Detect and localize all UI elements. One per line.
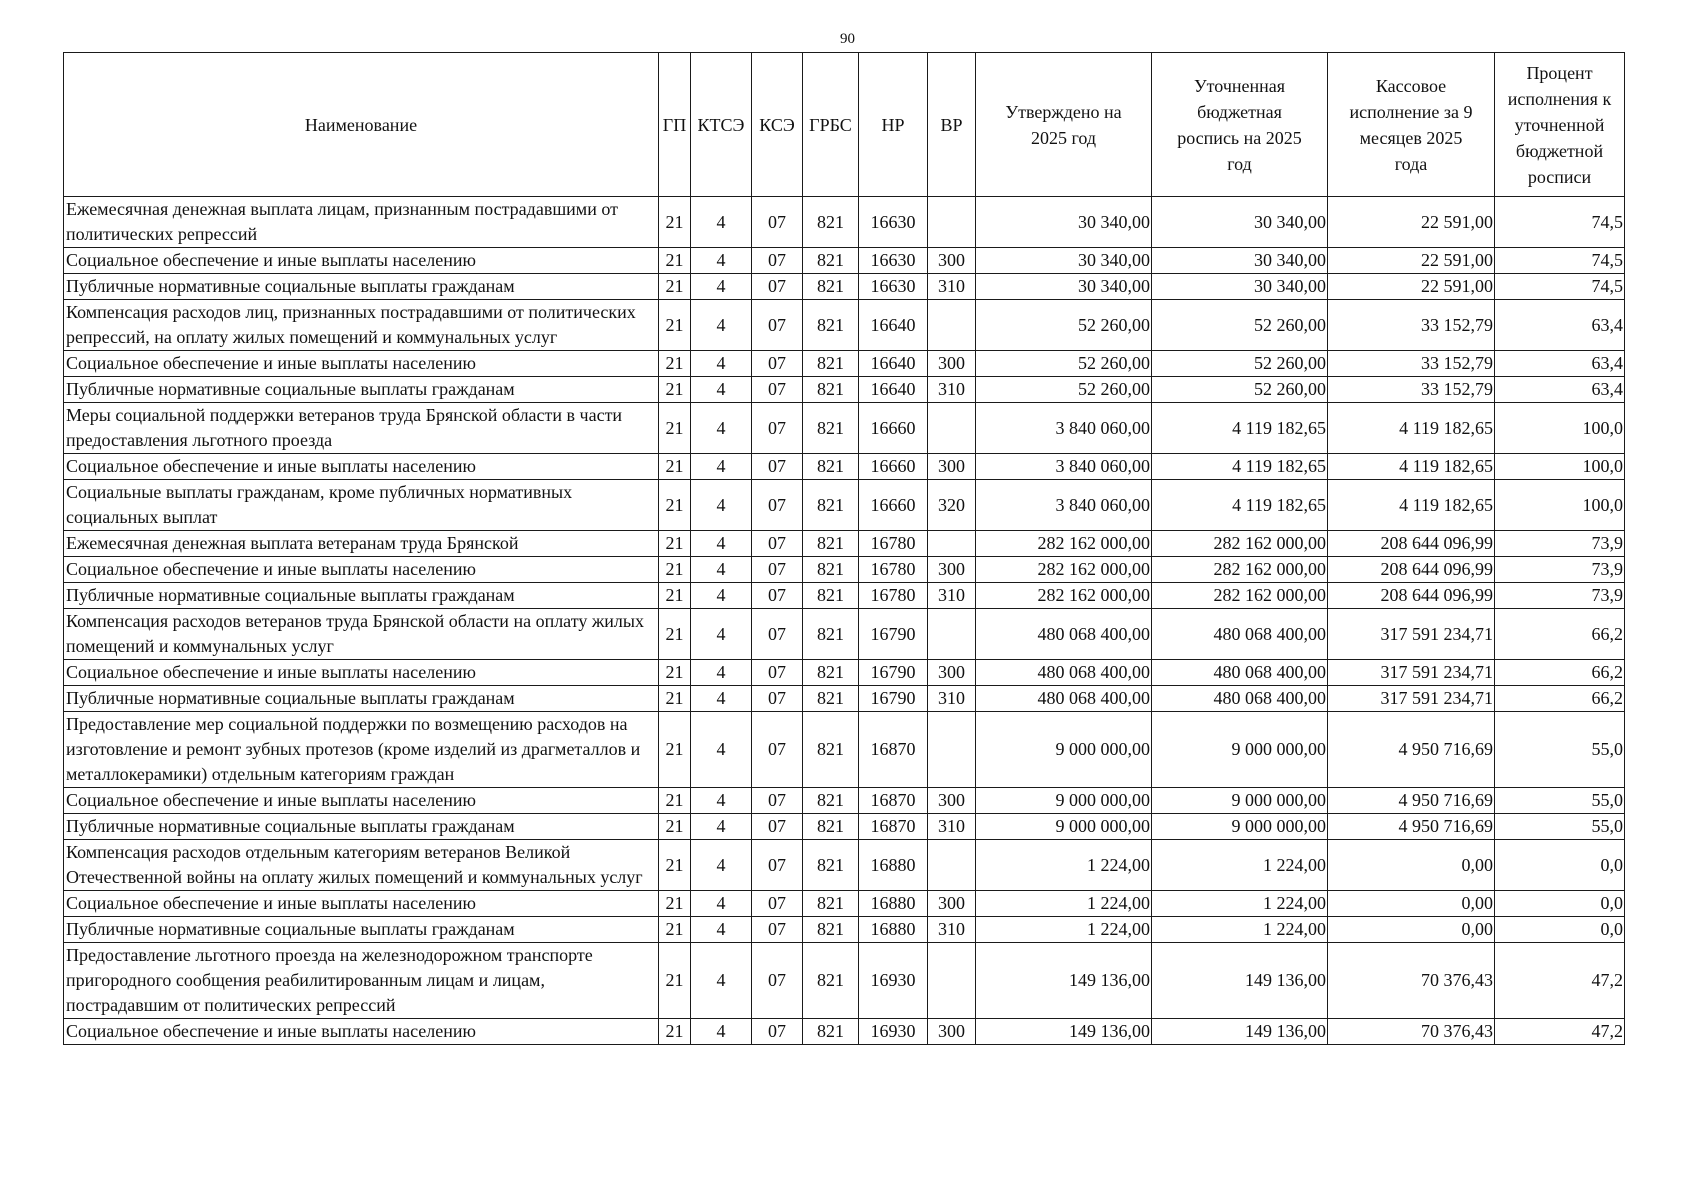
cell-vr	[928, 531, 976, 557]
cell-name: Предоставление льготного проезда на железнодорожном транспорте пригородного сообщения реабилитированным лицам и лицам, пострадавшим от политических репрессий	[64, 943, 659, 1019]
cell-kse: 07	[752, 712, 803, 788]
cell-name: Социальное обеспечение и иные выплаты населению	[64, 351, 659, 377]
cell-grbs: 821	[803, 300, 859, 351]
cell-refined: 282 162 000,00	[1152, 557, 1328, 583]
cell-cash: 4 950 716,69	[1328, 788, 1495, 814]
cell-gp: 21	[659, 660, 691, 686]
cell-name: Ежемесячная денежная выплата лицам, признанным пострадавшими от политических репрессий	[64, 197, 659, 248]
cell-cash: 317 591 234,71	[1328, 686, 1495, 712]
cell-nr: 16780	[859, 583, 928, 609]
cell-kse: 07	[752, 891, 803, 917]
cell-vr	[928, 197, 976, 248]
table-row	[64, 403, 1625, 454]
cell-vr: 310	[928, 583, 976, 609]
cell-grbs: 821	[803, 557, 859, 583]
cell-cash: 4 119 182,65	[1328, 480, 1495, 531]
cell-name: Социальные выплаты гражданам, кроме публичных нормативных социальных выплат	[64, 480, 659, 531]
cell-nr: 16870	[859, 712, 928, 788]
cell-ktse: 4	[691, 814, 752, 840]
cell-nr: 16930	[859, 1019, 928, 1045]
cell-nr: 16880	[859, 840, 928, 891]
cell-approved: 30 340,00	[976, 274, 1152, 300]
cell-refined: 1 224,00	[1152, 891, 1328, 917]
cell-ktse: 4	[691, 377, 752, 403]
cell-kse: 07	[752, 609, 803, 660]
cell-ktse: 4	[691, 300, 752, 351]
cell-ktse: 4	[691, 686, 752, 712]
table-row	[64, 377, 1625, 403]
cell-approved: 52 260,00	[976, 377, 1152, 403]
cell-grbs: 821	[803, 531, 859, 557]
cell-percent: 0,0	[1495, 917, 1625, 943]
cell-cash: 22 591,00	[1328, 197, 1495, 248]
cell-kse: 07	[752, 300, 803, 351]
cell-nr: 16790	[859, 686, 928, 712]
cell-name: Компенсация расходов ветеранов труда Брянской области на оплату жилых помещений и коммунальных услуг	[64, 609, 659, 660]
cell-percent: 63,4	[1495, 377, 1625, 403]
cell-grbs: 821	[803, 788, 859, 814]
cell-refined: 30 340,00	[1152, 197, 1328, 248]
cell-vr	[928, 403, 976, 454]
cell-refined: 282 162 000,00	[1152, 583, 1328, 609]
table-row	[64, 351, 1625, 377]
cell-percent: 100,0	[1495, 454, 1625, 480]
cell-kse: 07	[752, 557, 803, 583]
cell-approved: 480 068 400,00	[976, 609, 1152, 660]
cell-grbs: 821	[803, 609, 859, 660]
cell-percent: 47,2	[1495, 1019, 1625, 1045]
cell-percent: 73,9	[1495, 531, 1625, 557]
cell-cash: 0,00	[1328, 891, 1495, 917]
cell-gp: 21	[659, 814, 691, 840]
header-approved: Утверждено на 2025 год	[976, 53, 1152, 197]
cell-gp: 21	[659, 917, 691, 943]
cell-name: Социальное обеспечение и иные выплаты населению	[64, 788, 659, 814]
cell-cash: 22 591,00	[1328, 274, 1495, 300]
cell-cash: 70 376,43	[1328, 1019, 1495, 1045]
cell-refined: 4 119 182,65	[1152, 403, 1328, 454]
cell-approved: 480 068 400,00	[976, 660, 1152, 686]
cell-percent: 74,5	[1495, 274, 1625, 300]
cell-name: Социальное обеспечение и иные выплаты населению	[64, 891, 659, 917]
cell-grbs: 821	[803, 840, 859, 891]
cell-cash: 4 119 182,65	[1328, 403, 1495, 454]
header-grbs: ГРБС	[803, 53, 859, 197]
cell-gp: 21	[659, 583, 691, 609]
table-row	[64, 891, 1625, 917]
cell-refined: 149 136,00	[1152, 1019, 1328, 1045]
cell-cash: 208 644 096,99	[1328, 583, 1495, 609]
cell-nr: 16630	[859, 274, 928, 300]
cell-ktse: 4	[691, 840, 752, 891]
cell-kse: 07	[752, 943, 803, 1019]
cell-kse: 07	[752, 454, 803, 480]
cell-nr: 16780	[859, 557, 928, 583]
cell-gp: 21	[659, 609, 691, 660]
cell-grbs: 821	[803, 891, 859, 917]
cell-ktse: 4	[691, 274, 752, 300]
cell-kse: 07	[752, 480, 803, 531]
cell-nr: 16870	[859, 788, 928, 814]
cell-cash: 33 152,79	[1328, 351, 1495, 377]
cell-nr: 16930	[859, 943, 928, 1019]
cell-approved: 52 260,00	[976, 300, 1152, 351]
cell-gp: 21	[659, 403, 691, 454]
table-row	[64, 660, 1625, 686]
cell-cash: 22 591,00	[1328, 248, 1495, 274]
cell-name: Социальное обеспечение и иные выплаты населению	[64, 1019, 659, 1045]
cell-gp: 21	[659, 891, 691, 917]
header-kse: КСЭ	[752, 53, 803, 197]
cell-approved: 9 000 000,00	[976, 814, 1152, 840]
cell-approved: 1 224,00	[976, 840, 1152, 891]
cell-refined: 52 260,00	[1152, 300, 1328, 351]
table-row	[64, 583, 1625, 609]
cell-name: Публичные нормативные социальные выплаты гражданам	[64, 814, 659, 840]
cell-percent: 63,4	[1495, 351, 1625, 377]
cell-ktse: 4	[691, 712, 752, 788]
cell-ktse: 4	[691, 197, 752, 248]
cell-cash: 4 119 182,65	[1328, 454, 1495, 480]
cell-refined: 282 162 000,00	[1152, 531, 1328, 557]
cell-grbs: 821	[803, 197, 859, 248]
cell-gp: 21	[659, 531, 691, 557]
budget-table	[63, 52, 1625, 1045]
cell-ktse: 4	[691, 609, 752, 660]
cell-nr: 16660	[859, 480, 928, 531]
cell-approved: 149 136,00	[976, 1019, 1152, 1045]
cell-approved: 30 340,00	[976, 248, 1152, 274]
cell-ktse: 4	[691, 1019, 752, 1045]
cell-grbs: 821	[803, 351, 859, 377]
header-cash: Кассовое исполнение за 9 месяцев 2025 года	[1328, 53, 1495, 197]
cell-refined: 30 340,00	[1152, 248, 1328, 274]
cell-grbs: 821	[803, 248, 859, 274]
table-row	[64, 557, 1625, 583]
cell-percent: 0,0	[1495, 840, 1625, 891]
table-row	[64, 609, 1625, 660]
cell-refined: 1 224,00	[1152, 840, 1328, 891]
cell-ktse: 4	[691, 403, 752, 454]
cell-kse: 07	[752, 248, 803, 274]
cell-gp: 21	[659, 557, 691, 583]
cell-vr	[928, 300, 976, 351]
cell-kse: 07	[752, 1019, 803, 1045]
cell-refined: 52 260,00	[1152, 351, 1328, 377]
cell-vr: 310	[928, 917, 976, 943]
cell-vr: 310	[928, 686, 976, 712]
cell-grbs: 821	[803, 583, 859, 609]
cell-name: Социальное обеспечение и иные выплаты населению	[64, 557, 659, 583]
cell-percent: 74,5	[1495, 248, 1625, 274]
cell-percent: 66,2	[1495, 660, 1625, 686]
cell-gp: 21	[659, 377, 691, 403]
cell-refined: 4 119 182,65	[1152, 454, 1328, 480]
cell-approved: 282 162 000,00	[976, 557, 1152, 583]
cell-refined: 4 119 182,65	[1152, 480, 1328, 531]
cell-name: Социальное обеспечение и иные выплаты населению	[64, 660, 659, 686]
cell-kse: 07	[752, 660, 803, 686]
table-row	[64, 943, 1625, 1019]
cell-vr: 300	[928, 248, 976, 274]
cell-kse: 07	[752, 197, 803, 248]
cell-cash: 4 950 716,69	[1328, 712, 1495, 788]
cell-vr	[928, 840, 976, 891]
cell-cash: 208 644 096,99	[1328, 531, 1495, 557]
cell-kse: 07	[752, 351, 803, 377]
cell-gp: 21	[659, 943, 691, 1019]
cell-nr: 16640	[859, 377, 928, 403]
cell-kse: 07	[752, 917, 803, 943]
cell-approved: 282 162 000,00	[976, 583, 1152, 609]
cell-percent: 63,4	[1495, 300, 1625, 351]
cell-gp: 21	[659, 712, 691, 788]
cell-grbs: 821	[803, 274, 859, 300]
cell-ktse: 4	[691, 248, 752, 274]
header-nr: НР	[859, 53, 928, 197]
cell-name: Ежемесячная денежная выплата ветеранам труда Брянской	[64, 531, 659, 557]
header-ktse: КТСЭ	[691, 53, 752, 197]
cell-vr: 310	[928, 274, 976, 300]
page-number: 90	[840, 31, 855, 47]
cell-cash: 70 376,43	[1328, 943, 1495, 1019]
cell-cash: 317 591 234,71	[1328, 609, 1495, 660]
cell-vr: 310	[928, 377, 976, 403]
cell-percent: 100,0	[1495, 403, 1625, 454]
cell-percent: 100,0	[1495, 480, 1625, 531]
cell-gp: 21	[659, 248, 691, 274]
cell-name: Публичные нормативные социальные выплаты гражданам	[64, 686, 659, 712]
cell-ktse: 4	[691, 454, 752, 480]
cell-approved: 480 068 400,00	[976, 686, 1152, 712]
cell-gp: 21	[659, 686, 691, 712]
cell-percent: 66,2	[1495, 609, 1625, 660]
cell-refined: 9 000 000,00	[1152, 814, 1328, 840]
cell-vr	[928, 943, 976, 1019]
cell-nr: 16780	[859, 531, 928, 557]
cell-name: Публичные нормативные социальные выплаты гражданам	[64, 917, 659, 943]
cell-vr: 320	[928, 480, 976, 531]
cell-vr: 300	[928, 891, 976, 917]
cell-ktse: 4	[691, 943, 752, 1019]
cell-gp: 21	[659, 454, 691, 480]
cell-nr: 16880	[859, 917, 928, 943]
table-row	[64, 686, 1625, 712]
cell-vr: 310	[928, 814, 976, 840]
cell-gp: 21	[659, 274, 691, 300]
cell-nr: 16870	[859, 814, 928, 840]
cell-cash: 4 950 716,69	[1328, 814, 1495, 840]
cell-gp: 21	[659, 1019, 691, 1045]
table-row	[64, 248, 1625, 274]
cell-approved: 30 340,00	[976, 197, 1152, 248]
cell-vr: 300	[928, 660, 976, 686]
cell-grbs: 821	[803, 454, 859, 480]
header-gp: ГП	[659, 53, 691, 197]
cell-ktse: 4	[691, 891, 752, 917]
cell-grbs: 821	[803, 480, 859, 531]
table-body	[64, 197, 1625, 1045]
cell-ktse: 4	[691, 917, 752, 943]
cell-vr	[928, 609, 976, 660]
cell-cash: 33 152,79	[1328, 377, 1495, 403]
cell-percent: 55,0	[1495, 788, 1625, 814]
table-row	[64, 480, 1625, 531]
table-row	[64, 300, 1625, 351]
cell-nr: 16790	[859, 660, 928, 686]
cell-refined: 9 000 000,00	[1152, 712, 1328, 788]
cell-refined: 52 260,00	[1152, 377, 1328, 403]
cell-refined: 9 000 000,00	[1152, 788, 1328, 814]
cell-refined: 480 068 400,00	[1152, 609, 1328, 660]
cell-cash: 208 644 096,99	[1328, 557, 1495, 583]
cell-gp: 21	[659, 351, 691, 377]
table-row	[64, 840, 1625, 891]
cell-nr: 16630	[859, 248, 928, 274]
cell-kse: 07	[752, 531, 803, 557]
cell-kse: 07	[752, 840, 803, 891]
cell-kse: 07	[752, 274, 803, 300]
cell-nr: 16790	[859, 609, 928, 660]
cell-gp: 21	[659, 197, 691, 248]
cell-ktse: 4	[691, 351, 752, 377]
cell-percent: 73,9	[1495, 557, 1625, 583]
table-row	[64, 712, 1625, 788]
cell-name: Публичные нормативные социальные выплаты гражданам	[64, 583, 659, 609]
cell-approved: 52 260,00	[976, 351, 1152, 377]
cell-gp: 21	[659, 788, 691, 814]
cell-percent: 55,0	[1495, 814, 1625, 840]
cell-kse: 07	[752, 788, 803, 814]
cell-ktse: 4	[691, 531, 752, 557]
cell-percent: 73,9	[1495, 583, 1625, 609]
cell-vr: 300	[928, 454, 976, 480]
header-refined: Уточненная бюджетная роспись на 2025 год	[1152, 53, 1328, 197]
cell-cash: 0,00	[1328, 917, 1495, 943]
cell-grbs: 821	[803, 712, 859, 788]
cell-vr	[928, 712, 976, 788]
cell-approved: 3 840 060,00	[976, 454, 1152, 480]
table-row	[64, 197, 1625, 248]
cell-nr: 16640	[859, 300, 928, 351]
cell-percent: 66,2	[1495, 686, 1625, 712]
cell-refined: 149 136,00	[1152, 943, 1328, 1019]
table-row	[64, 274, 1625, 300]
cell-name: Публичные нормативные социальные выплаты гражданам	[64, 274, 659, 300]
cell-refined: 1 224,00	[1152, 917, 1328, 943]
cell-name: Социальное обеспечение и иные выплаты населению	[64, 248, 659, 274]
cell-grbs: 821	[803, 403, 859, 454]
cell-approved: 9 000 000,00	[976, 712, 1152, 788]
cell-nr: 16630	[859, 197, 928, 248]
cell-refined: 480 068 400,00	[1152, 660, 1328, 686]
cell-grbs: 821	[803, 943, 859, 1019]
cell-cash: 33 152,79	[1328, 300, 1495, 351]
table-row	[64, 814, 1625, 840]
table-row	[64, 1019, 1625, 1045]
table-row	[64, 788, 1625, 814]
cell-name: Компенсация расходов отдельным категориям ветеранов Великой Отечественной войны на оплату жилых помещений и коммунальных услуг	[64, 840, 659, 891]
cell-name: Предоставление мер социальной поддержки по возмещению расходов на изготовление и ремонт зубных протезов (кроме изделий из драгметаллов и металлокерамики) отдельным категориям граждан	[64, 712, 659, 788]
header-name: Наименование	[64, 53, 659, 197]
cell-name: Меры социальной поддержки ветеранов труда Брянской области в части предоставления льготного проезда	[64, 403, 659, 454]
cell-name: Публичные нормативные социальные выплаты гражданам	[64, 377, 659, 403]
cell-grbs: 821	[803, 660, 859, 686]
cell-cash: 317 591 234,71	[1328, 660, 1495, 686]
cell-grbs: 821	[803, 686, 859, 712]
cell-cash: 0,00	[1328, 840, 1495, 891]
cell-percent: 74,5	[1495, 197, 1625, 248]
cell-ktse: 4	[691, 557, 752, 583]
header-vr: ВР	[928, 53, 976, 197]
cell-gp: 21	[659, 480, 691, 531]
table-row	[64, 531, 1625, 557]
cell-percent: 0,0	[1495, 891, 1625, 917]
cell-ktse: 4	[691, 660, 752, 686]
cell-ktse: 4	[691, 788, 752, 814]
cell-grbs: 821	[803, 917, 859, 943]
cell-vr: 300	[928, 351, 976, 377]
cell-kse: 07	[752, 686, 803, 712]
cell-approved: 9 000 000,00	[976, 788, 1152, 814]
cell-percent: 47,2	[1495, 943, 1625, 1019]
cell-refined: 480 068 400,00	[1152, 686, 1328, 712]
cell-approved: 149 136,00	[976, 943, 1152, 1019]
cell-approved: 3 840 060,00	[976, 403, 1152, 454]
cell-refined: 30 340,00	[1152, 274, 1328, 300]
cell-ktse: 4	[691, 480, 752, 531]
cell-gp: 21	[659, 840, 691, 891]
cell-vr: 300	[928, 557, 976, 583]
cell-grbs: 821	[803, 377, 859, 403]
cell-kse: 07	[752, 583, 803, 609]
cell-name: Компенсация расходов лиц, признанных пострадавшими от политических репрессий, на оплату жилых помещений и коммунальных услуг	[64, 300, 659, 351]
cell-nr: 16660	[859, 403, 928, 454]
cell-approved: 1 224,00	[976, 917, 1152, 943]
cell-grbs: 821	[803, 814, 859, 840]
table-header	[64, 53, 1625, 197]
cell-kse: 07	[752, 814, 803, 840]
table-row	[64, 917, 1625, 943]
cell-nr: 16640	[859, 351, 928, 377]
cell-vr: 300	[928, 788, 976, 814]
cell-ktse: 4	[691, 583, 752, 609]
cell-nr: 16660	[859, 454, 928, 480]
cell-approved: 1 224,00	[976, 891, 1152, 917]
cell-approved: 282 162 000,00	[976, 531, 1152, 557]
header-percent: Процент исполнения к уточненной бюджетной росписи	[1495, 53, 1625, 197]
cell-approved: 3 840 060,00	[976, 480, 1152, 531]
cell-percent: 55,0	[1495, 712, 1625, 788]
cell-grbs: 821	[803, 1019, 859, 1045]
cell-name: Социальное обеспечение и иные выплаты населению	[64, 454, 659, 480]
cell-kse: 07	[752, 377, 803, 403]
table-row	[64, 454, 1625, 480]
cell-vr: 300	[928, 1019, 976, 1045]
cell-gp: 21	[659, 300, 691, 351]
cell-kse: 07	[752, 403, 803, 454]
cell-nr: 16880	[859, 891, 928, 917]
